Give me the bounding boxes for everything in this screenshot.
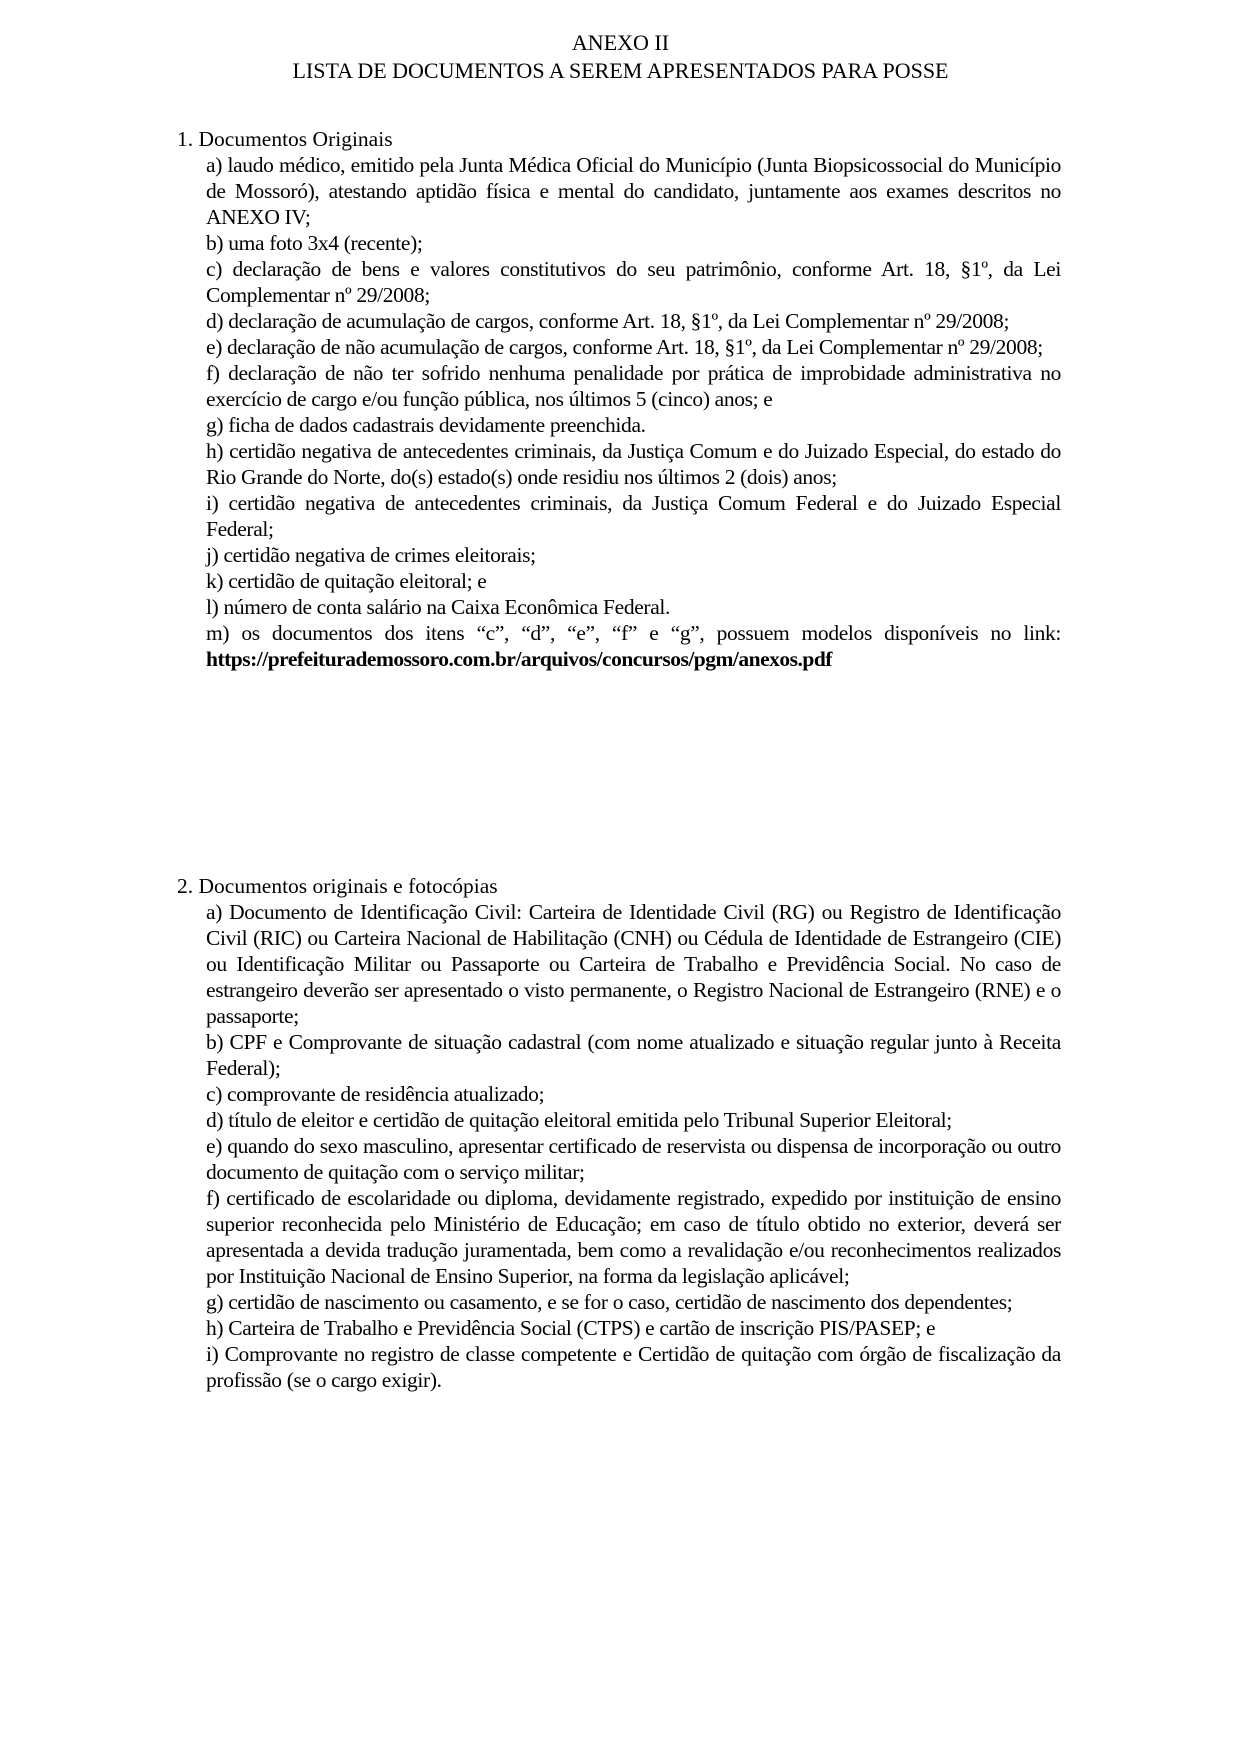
- section-originals-and-copies: [177, 873, 1061, 1393]
- list-item: h) Carteira de Trabalho e Previdência Social (CTPS) e cartão de inscrição PIS/PASEP; e: [206, 1316, 936, 1340]
- list-item: a) laudo médico, emitido pela Junta Médica Oficial do Município (Junta Biopsicossocial do Município de Mossoró), atestando aptidão física e mental do candidato, juntamente aos exames descritos no ANEXO IV;: [206, 153, 1061, 229]
- list-item: d) declaração de acumulação de cargos, conforme Art. 18, §1º, da Lei Complementar nº 29/2008;: [206, 309, 1010, 333]
- document-list: [206, 899, 1061, 1393]
- document-list: [206, 152, 1061, 672]
- section-heading: 2. Documentos originais e fotocópias: [177, 874, 498, 898]
- annex-subtitle-text: LISTA DE DOCUMENTOS A SEREM APRESENTADOS PARA POSSE: [292, 58, 949, 83]
- list-item: g) ficha de dados cadastrais devidamente preenchida.: [206, 413, 646, 437]
- list-item: c) declaração de bens e valores constitutivos do seu patrimônio, conforme Art. 18, §1º, da Lei Complementar nº 29/2008;: [206, 257, 1061, 307]
- list-item: k) certidão de quitação eleitoral; e: [206, 569, 487, 593]
- list-item: f) certificado de escolaridade ou diploma, devidamente registrado, expedido por instituição de ensino superior reconhecida pelo Ministério de Educação; em caso de título obtido no exterior, deverá ser apresentada a devida tradução juramentada, bem como a revalidação e/ou reconhecimentos realizados por Instituição Nacional de Ensino Superior, na forma da legislação aplicável;: [206, 1186, 1061, 1288]
- annex-subtitle: [0, 57, 1241, 85]
- list-item-with-link: [206, 620, 1061, 672]
- list-item: f) declaração de não ter sofrido nenhuma penalidade por prática de improbidade administrativa no exercício de cargo e/ou função pública, nos últimos 5 (cinco) anos; e: [206, 361, 1061, 411]
- list-item: j) certidão negativa de crimes eleitorais;: [206, 543, 536, 567]
- list-item: d) título de eleitor e certidão de quitação eleitoral emitida pelo Tribunal Superior Eleitoral;: [206, 1108, 952, 1132]
- list-item: i) certidão negativa de antecedentes criminais, da Justiça Comum Federal e do Juizado Especial Federal;: [206, 491, 1061, 541]
- section-heading: 1. Documentos Originais: [177, 127, 393, 151]
- list-item: h) certidão negativa de antecedentes criminais, da Justiça Comum e do Juizado Especial, do estado do Rio Grande do Norte, do(s) estado(s) onde residiu nos últimos 2 (dois) anos;: [206, 439, 1061, 489]
- list-item: a) Documento de Identificação Civil: Carteira de Identidade Civil (RG) ou Registro de Identificação Civil (RIC) ou Carteira Nacional de Habilitação (CNH) ou Cédula de Identidade de Estrangeiro (CIE) ou Identificação Militar ou Passaporte ou Carteira de Trabalho e Previdência Social. No caso de estrangeiro deverão ser apresentado o visto permanente, o Registro Nacional de Estrangeiro (RNE) e o passaporte;: [206, 900, 1061, 1028]
- list-item: i) Comprovante no registro de classe competente e Certidão de quitação com órgão de fiscalização da profissão (se o cargo exigir).: [206, 1342, 1061, 1392]
- annex-title: [0, 29, 1241, 57]
- list-item: l) número de conta salário na Caixa Econômica Federal.: [206, 595, 671, 619]
- list-item: b) uma foto 3x4 (recente);: [206, 231, 423, 255]
- list-item-text: m) os documentos dos itens “c”, “d”, “e”, “f” e “g”, possuem modelos disponíveis no link:: [206, 621, 1061, 645]
- list-item: e) quando do sexo masculino, apresentar certificado de reservista ou dispensa de incorporação ou outro documento de quitação com o serviço militar;: [206, 1134, 1061, 1184]
- models-download-link[interactable]: https://prefeiturademossoro.com.br/arquivos/concursos/pgm/anexos.pdf: [206, 647, 832, 671]
- list-item: c) comprovante de residência atualizado;: [206, 1082, 545, 1106]
- annex-title-text: ANEXO II: [571, 30, 670, 55]
- list-item: e) declaração de não acumulação de cargos, conforme Art. 18, §1º, da Lei Complementar nº 29/2008;: [206, 335, 1043, 359]
- section-original-documents: [177, 126, 1061, 672]
- list-item: b) CPF e Comprovante de situação cadastral (com nome atualizado e situação regular junto à Receita Federal);: [206, 1030, 1061, 1080]
- list-item: g) certidão de nascimento ou casamento, e se for o caso, certidão de nascimento dos dependentes;: [206, 1290, 1013, 1314]
